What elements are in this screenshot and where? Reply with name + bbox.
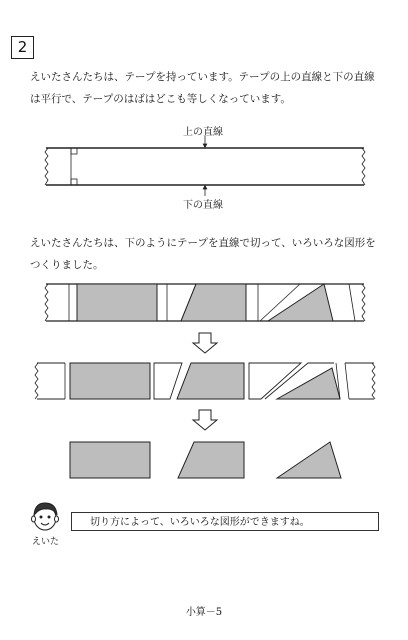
page-number: 小算－5 [185,607,223,618]
intro-line-1: えいたさんたちは、テープを持っています。テープの上の直線と下の直線 [30,71,375,83]
top-line-label: 上の直線 [183,127,223,138]
down-arrow-icon [193,410,217,430]
tape-row-1 [45,284,365,321]
row1-rectangle [77,284,157,321]
cutting-line-2: つくりました。 [30,259,104,271]
result-trapezoid [178,442,244,478]
right-torn-edge [362,148,365,185]
tape-diagram [45,136,365,196]
left-torn-edge [45,148,48,185]
speaker-name: えいた [32,537,60,547]
right-angle-mark-top [71,148,77,154]
result-shapes [70,442,341,478]
speech-text: 切り方によって、いろいろな図形ができますね。 [90,517,310,528]
bottom-line-label: 下の直線 [183,200,223,211]
speech-box [71,512,379,531]
right-angle-mark-bottom [71,179,77,185]
result-rectangle [70,442,150,478]
question-number: 2 [11,36,34,59]
boy-face-icon [32,503,59,530]
row2-rectangle [70,363,150,399]
cutting-line-1: えいたさんたちは、下のようにテープを直線で切って、いろいろな図形を [30,237,376,249]
tape-row-2 [35,363,375,399]
row2-trapezoid [177,363,244,399]
intro-line-2: は平行で、テープのはばはどこも等しくなっています。 [30,93,291,105]
result-triangle [277,442,341,478]
down-arrow-icon [193,333,217,353]
